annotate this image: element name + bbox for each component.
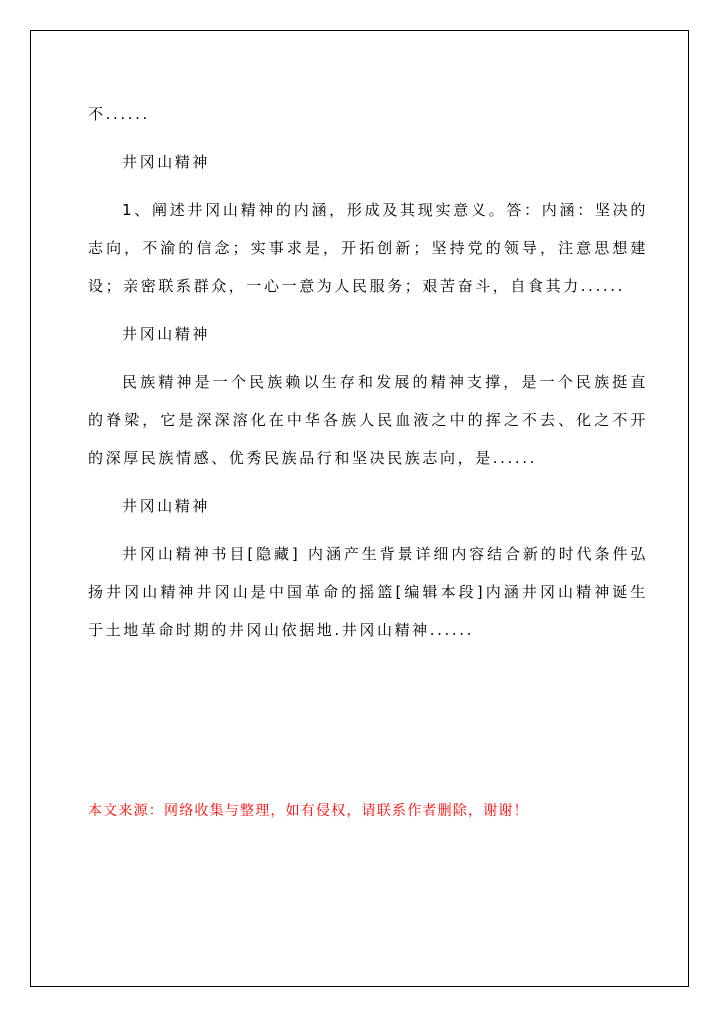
source-note: 本文来源：网络收集与整理，如有侵权，请联系作者删除，谢谢！ — [88, 803, 529, 819]
section-heading: 井冈山精神 — [122, 153, 211, 171]
paragraph-catalog: 井冈山精神书目[隐藏] 内涵产生背景详细内容结合新的时代条件弘扬井冈山精神井冈山是中国革命的摇篮[编辑本段]内涵井冈山精神诞生于土地革命时期的井冈山依据地.井冈山精神...... — [88, 545, 648, 639]
section-heading: 井冈山精神 — [122, 325, 211, 343]
document-body — [88, 95, 648, 649]
section-heading: 井冈山精神 — [122, 497, 211, 515]
paragraph-question: 1、阐述井冈山精神的内涵，形成及其现实意义。答：内涵：坚决的志向，不渝的信念；实事求是，开拓创新；坚持党的领导，注意思想建设；亲密联系群众，一心一意为人民服务；艰苦奋斗，自食其力...... — [88, 201, 648, 295]
paragraph-fragment: 不...... — [88, 105, 150, 123]
paragraph-national-spirit: 民族精神是一个民族赖以生存和发展的精神支撑，是一个民族挺直的脊梁，它是深深溶化在中华各族人民血液之中的挥之不去、化之不开的深厚民族情感、优秀民族品行和坚决民族志向，是...... — [88, 373, 648, 467]
